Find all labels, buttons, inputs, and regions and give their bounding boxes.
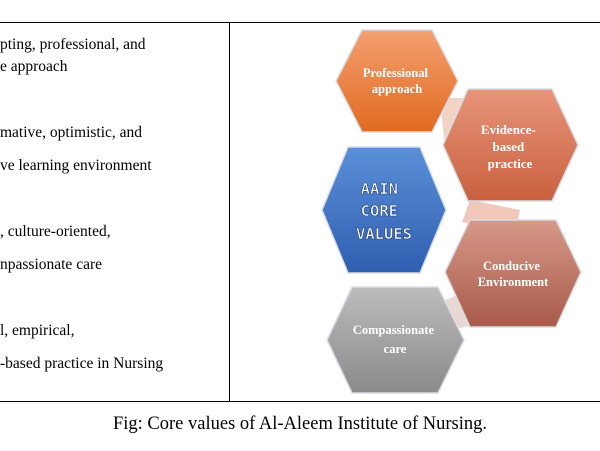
table-text-line-8: -based practice in Nursing bbox=[0, 355, 164, 372]
hexagon-evidence-label-1: Evidence- bbox=[480, 122, 536, 137]
table-text-line-4: ve learning environment bbox=[0, 157, 152, 174]
hexagon-conducive-label-2: Environment bbox=[477, 275, 549, 289]
hexagon-conducive-environment bbox=[445, 220, 581, 327]
hexagon-professional-label-1: Professional bbox=[362, 66, 428, 80]
hexagon-evidence-label-2: based bbox=[492, 139, 525, 154]
table-text-line-6: npassionate care bbox=[0, 256, 102, 273]
hexagon-professional-label-2: approach bbox=[371, 82, 423, 96]
hexagon-conducive-label-1: Conducive bbox=[482, 259, 540, 273]
hexagon-core-label-1: AAIN bbox=[360, 180, 398, 198]
table-text-line-1: pting, professional, and bbox=[0, 36, 146, 53]
figure-caption: Fig: Core values of Al-Aleem Institute of Nursing. bbox=[112, 414, 488, 434]
table-text-line-5: , culture-oriented, bbox=[0, 223, 111, 240]
hexagon-evidence-label-3: practice bbox=[487, 156, 533, 171]
hexagon-compassionate-label-2: care bbox=[383, 342, 407, 356]
table-text-line-2: e approach bbox=[0, 58, 68, 75]
svg-text:AAIN CORE VALUES bbox=[356, 180, 412, 243]
table-text-line-3: mative, optimistic, and bbox=[0, 124, 143, 141]
hexagon-professional-approach bbox=[336, 30, 458, 132]
hexagon-core-label-3: VALUES bbox=[356, 225, 412, 243]
table-text-line-7: l, empirical, bbox=[0, 322, 75, 339]
hexagon-compassionate-care bbox=[327, 287, 464, 393]
hexagon-compassionate-label-1: Compassionate bbox=[352, 323, 435, 337]
hexagon-core-label-2: CORE bbox=[360, 202, 398, 220]
